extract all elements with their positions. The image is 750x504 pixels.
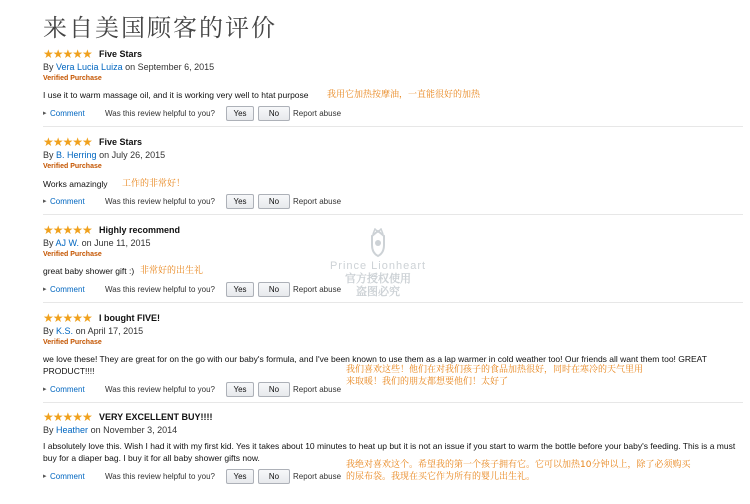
- review-byline: [43, 325, 143, 337]
- helpful-question: Was this review helpful to you?: [105, 385, 215, 394]
- comment-link[interactable]: Comment: [50, 197, 85, 206]
- translation-note: 我用它加热按摩油，一直能很好的加热: [327, 90, 481, 100]
- translation-note: 我们喜欢这些！他们在对我们孩子的食品加热很好，同时在寒冷的天气里用来取暖！我们的朋友都想要他们！太好了: [346, 365, 644, 387]
- review-actions: [43, 470, 443, 484]
- page-title: 来自美国顾客的评价: [43, 14, 277, 42]
- star-rating: ★★★★★: [43, 410, 92, 424]
- no-button[interactable]: No: [258, 106, 290, 121]
- on-label: on: [125, 62, 136, 72]
- report-abuse-link[interactable]: Report abuse: [293, 197, 342, 206]
- review: [43, 311, 743, 394]
- verified-purchase-badge: Verified Purchase: [43, 163, 102, 170]
- by-label: By: [43, 62, 54, 72]
- review-byline: [43, 61, 214, 73]
- review-author-link[interactable]: B. Herring: [56, 150, 97, 160]
- report-abuse-link[interactable]: Report abuse: [293, 472, 342, 481]
- divider: [43, 126, 743, 127]
- review: [43, 135, 743, 206]
- on-label: on: [75, 326, 86, 336]
- review-date: June 11, 2015: [94, 238, 151, 248]
- verified-purchase-badge: Verified Purchase: [43, 251, 102, 258]
- report-abuse-link[interactable]: Report abuse: [293, 385, 342, 394]
- comment-link[interactable]: Comment: [50, 385, 85, 394]
- review-author-link[interactable]: Vera Lucia Luiza: [56, 62, 123, 72]
- on-label: on: [99, 150, 110, 160]
- comment-link[interactable]: Comment: [50, 472, 85, 481]
- review-byline: [43, 149, 165, 161]
- by-label: By: [43, 238, 54, 248]
- review-author-link[interactable]: K.S.: [56, 326, 74, 336]
- translation-note: 我绝对喜欢这个。希望我的第一个孩子拥有它。它可以加热10分钟以上，除了必须购买的尿布袋。我现在买它作为所有的婴儿出生礼。: [346, 460, 691, 482]
- review-body: Works amazingly: [43, 179, 108, 189]
- review-actions: [43, 383, 443, 397]
- yes-button[interactable]: Yes: [226, 106, 254, 121]
- review-date: April 17, 2015: [87, 326, 144, 336]
- divider: [43, 302, 743, 303]
- by-label: By: [43, 326, 54, 336]
- review-title[interactable]: Five Stars: [99, 137, 143, 147]
- triangle-right-icon: ▸: [43, 110, 47, 117]
- comment-link[interactable]: Comment: [50, 109, 85, 118]
- by-label: By: [43, 150, 54, 160]
- review-body: I absolutely love this. Wish I had it with my first kid. Yes it takes about 10 minutes to heat up but it is not an issue if you start to warm the bottle before your baby's feeding. This is a must buy for a diaper bag. I buy it for all baby shower gifts now.: [43, 441, 736, 463]
- review-date: September 6, 2015: [137, 62, 215, 72]
- triangle-right-icon: ▸: [43, 386, 47, 393]
- watermark-brand: Prince Lionheart: [329, 260, 427, 272]
- divider: [43, 402, 743, 403]
- verified-purchase-badge: Verified Purchase: [43, 339, 102, 346]
- watermark-line1: 官方授权使用: [345, 272, 411, 285]
- review-title[interactable]: Highly recommend: [99, 225, 181, 235]
- helpful-question: Was this review helpful to you?: [105, 472, 215, 481]
- review-body: we love these! They are great for on the go with our baby's formula, and I've been known to use them as a lap warmer in cold weather too! Our friends all want them too! GREAT PRODUCT!!!!: [43, 354, 707, 376]
- review-byline: [43, 424, 177, 436]
- helpful-question: Was this review helpful to you?: [105, 109, 215, 118]
- triangle-right-icon: ▸: [43, 198, 47, 205]
- yes-button[interactable]: Yes: [226, 382, 254, 397]
- yes-button[interactable]: Yes: [226, 282, 254, 297]
- helpful-question: Was this review helpful to you?: [105, 285, 215, 294]
- report-abuse-link[interactable]: Report abuse: [293, 109, 342, 118]
- review: [43, 47, 743, 118]
- triangle-right-icon: ▸: [43, 473, 47, 480]
- review: [43, 410, 743, 482]
- watermark-line2: 盗图必究: [356, 285, 400, 298]
- star-rating: ★★★★★: [43, 135, 92, 149]
- review-date: November 3, 2014: [103, 425, 178, 435]
- review-author-link[interactable]: AJ W.: [55, 238, 80, 248]
- by-label: By: [43, 425, 54, 435]
- no-button[interactable]: No: [258, 469, 290, 484]
- review-date: July 26, 2015: [111, 150, 166, 160]
- review-actions: [43, 107, 443, 121]
- no-button[interactable]: No: [258, 382, 290, 397]
- helpful-question: Was this review helpful to you?: [105, 197, 215, 206]
- divider: [43, 214, 743, 215]
- translation-note: 非常好的出生礼: [140, 266, 204, 276]
- no-button[interactable]: No: [258, 194, 290, 209]
- review-body: great baby shower gift :): [43, 266, 135, 276]
- review-title[interactable]: VERY EXCELLENT BUY!!!!: [99, 412, 213, 422]
- no-button[interactable]: No: [258, 282, 290, 297]
- on-label: on: [81, 238, 92, 248]
- review-actions: [43, 283, 443, 297]
- comment-link[interactable]: Comment: [50, 285, 85, 294]
- star-rating: ★★★★★: [43, 311, 92, 325]
- yes-button[interactable]: Yes: [226, 194, 254, 209]
- review-title[interactable]: Five Stars: [99, 49, 143, 59]
- on-label: on: [90, 425, 101, 435]
- verified-purchase-badge: Verified Purchase: [43, 75, 102, 82]
- star-rating: ★★★★★: [43, 47, 92, 61]
- review-title[interactable]: I bought FIVE!: [99, 313, 160, 323]
- review-byline: [43, 237, 150, 249]
- triangle-right-icon: ▸: [43, 286, 47, 293]
- review-actions: [43, 195, 443, 209]
- star-rating: ★★★★★: [43, 223, 92, 237]
- report-abuse-link[interactable]: Report abuse: [293, 285, 342, 294]
- translation-note: 工作的非常好！: [122, 179, 186, 189]
- yes-button[interactable]: Yes: [226, 469, 254, 484]
- review-author-link[interactable]: Heather: [56, 425, 89, 435]
- review-body: I use it to warm massage oil, and it is working very well to htat purpose: [43, 90, 309, 100]
